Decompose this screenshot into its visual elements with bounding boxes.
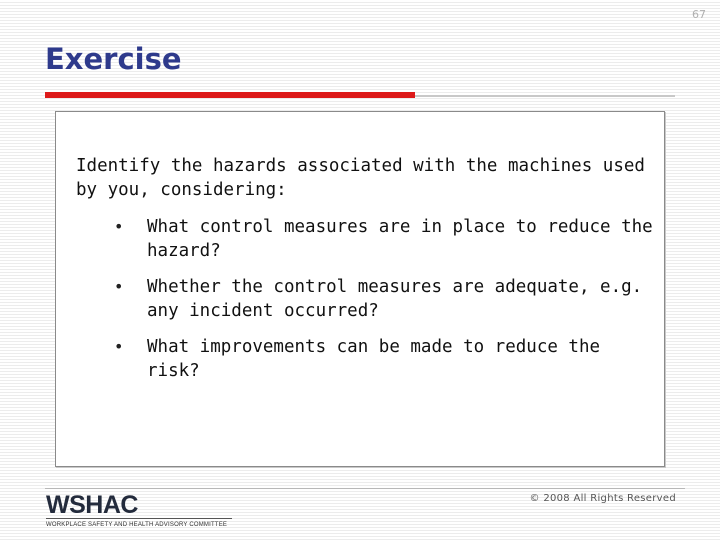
logo-divider (46, 518, 232, 519)
list-item (56, 275, 664, 335)
title-underline-accent (45, 92, 415, 98)
list-item (56, 215, 664, 275)
logo-tagline: WORKPLACE SAFETY AND HEALTH ADVISORY COMMITTEE (46, 522, 228, 528)
copyright-notice: © 2008 All Rights Reserved (529, 493, 676, 504)
bullet-icon: • (114, 337, 124, 356)
bullet-list (56, 215, 664, 395)
wshac-logo: WSHAC (46, 491, 138, 519)
list-item-text: What control measures are in place to reduce the hazard? (147, 217, 653, 261)
intro-text: Identify the hazards associated with the machines used by you, considering: (76, 156, 645, 200)
list-item-text: Whether the control measures are adequate, e.g. any incident occurred? (147, 277, 643, 321)
bullet-icon: • (114, 277, 124, 296)
slide-title: Exercise (45, 42, 182, 76)
title-underline-line (415, 95, 675, 97)
content-box (55, 111, 665, 467)
page-number: 67 (692, 8, 706, 21)
list-item-text: What improvements can be made to reduce the risk? (147, 337, 601, 381)
list-item (56, 335, 664, 395)
footer-divider (45, 488, 685, 489)
bullet-icon: • (114, 217, 124, 236)
